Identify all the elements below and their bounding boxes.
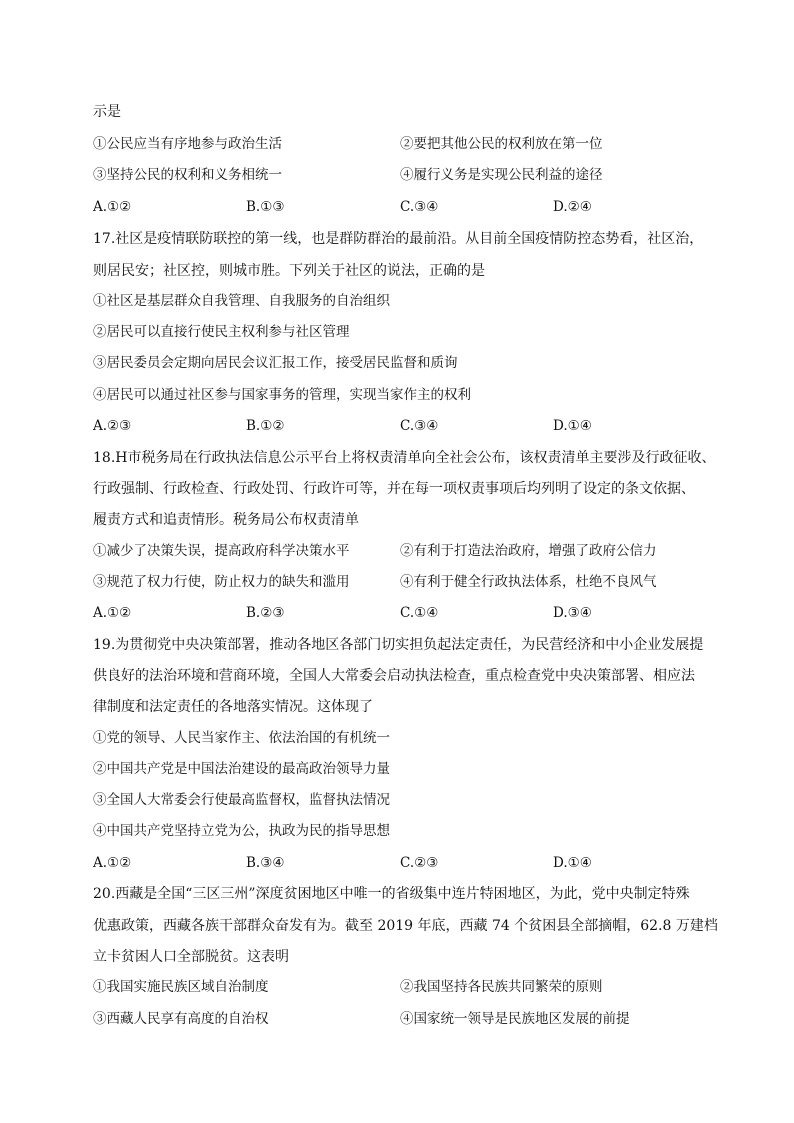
q19-stem-line-2: 供良好的法治环境和营商环境，全国人大常委会启动执法检查，重点检查党中央决策部署、相应法 — [93, 668, 695, 684]
q17-option-d: D.①④ — [553, 418, 592, 434]
q16-option-b: B.①③ — [246, 199, 285, 215]
q19-statement-3: ③全国人大常委会行使最高监督权，监督执法情况 — [93, 792, 390, 808]
q16-option-c: C.③④ — [400, 199, 439, 215]
q16-statement-row-1 — [93, 134, 282, 154]
q18-statement-4: ④有利于健全行政执法体系，杜绝不良风气 — [400, 574, 657, 590]
q18-statement-3: ③规范了权力行使，防止权力的缺失和滥用 — [93, 574, 350, 590]
q18-stem-line-3: 履责方式和追责情形。税务局公布权责清单 — [93, 512, 359, 528]
q18-stem-line-2: 行政强制、行政检查、行政处罚、行政许可等，并在每一项权责事项后均列明了设定的条文依据、 — [93, 481, 695, 497]
q17-statement-1: ①社区是基层群众自我管理、自我服务的自治组织 — [93, 293, 390, 309]
q16-statement-3: ③坚持公民的权利和义务相统一 — [93, 167, 282, 183]
q20-statement-2: ②我国坚持各民族共同繁荣的原则 — [400, 979, 603, 995]
q18-option-d: D.③④ — [553, 605, 592, 621]
q17-option-b: B.①② — [246, 418, 285, 434]
q17-stem-line-1: 17.社区是疫情联防联控的第一线，也是群防群治的最前沿。从目前全国疫情防控态势看，社区治， — [93, 231, 704, 247]
q17-statement-3: ③居民委员会定期向居民会议汇报工作，接受居民监督和质询 — [93, 355, 458, 371]
q19-option-b: B.③④ — [246, 855, 285, 871]
q18-statement-1: ①减少了决策失误，提高政府科学决策水平 — [93, 543, 350, 559]
q20-statement-1: ①我国实施民族区域自治制度 — [93, 979, 269, 995]
q19-statement-2: ②中国共产党是中国法治建设的最高政治领导力量 — [93, 761, 390, 777]
q20-stem-line-1: 20.西藏是全国“三区三州”深度贫困地区中唯一的省级集中连片特困地区，为此，党中央制定特殊 — [93, 886, 690, 902]
q16-statement-1: ①公民应当有序地参与政治生活 — [93, 136, 282, 152]
q18-statement-2: ②有利于打造法治政府，增强了政府公信力 — [400, 543, 657, 559]
q17-option-a: A.②③ — [93, 418, 132, 434]
q18-option-c: C.①④ — [400, 605, 439, 621]
q18-option-b: B.②③ — [246, 605, 285, 621]
q19-option-d: D.①④ — [553, 855, 592, 871]
q19-stem-line-1: 19.为贯彻党中央决策部署，推动各地区各部门切实担负起法定责任，为民营经济和中小企业发展提 — [93, 637, 704, 653]
q17-statement-4: ④居民可以通过社区参与国家事务的管理，实现当家作主的权利 — [93, 387, 471, 403]
q16-statement-4: ④履行义务是实现公民利益的途径 — [400, 167, 603, 183]
q16-statement-2: ②要把其他公民的权利放在第一位 — [400, 136, 603, 152]
q20-stem-line-2: 优惠政策，西藏各族干部群众奋发有为。截至 2019 年底，西藏 74 个贫困县全部摘帽，62.8 万建档 — [93, 918, 718, 934]
q18-stem-line-1: 18.H市税务局在行政执法信息公示平台上将权责清单向全社会公布，该权责清单主要涉及行政征收、 — [93, 450, 716, 466]
q16-option-a: A.①② — [93, 199, 132, 215]
q19-option-c: C.②③ — [400, 855, 439, 871]
q18-option-a: A.①② — [93, 605, 132, 621]
q17-stem-line-2: 则居民安；社区控，则城市胜。下列关于社区的说法，正确的是 — [93, 263, 485, 279]
q19-statement-1: ①党的领导、人民当家作主、依法治国的有机统一 — [93, 730, 390, 746]
q17-option-c: C.③④ — [400, 418, 439, 434]
q20-stem-line-3: 立卡贫困人口全部脱贫。这表明 — [93, 949, 289, 965]
q16-option-d: D.②④ — [553, 199, 592, 215]
q16-stem-end: 示是 — [93, 104, 121, 120]
q19-stem-line-3: 律制度和法定责任的各地落实情况。这体现了 — [93, 699, 373, 715]
q19-option-a: A.①② — [93, 855, 132, 871]
q17-statement-2: ②居民可以直接行使民主权利参与社区管理 — [93, 324, 350, 340]
q19-statement-4: ④中国共产党坚持立党为公，执政为民的指导思想 — [93, 823, 390, 839]
q20-statement-3: ③西藏人民享有高度的自治权 — [93, 1011, 269, 1027]
q20-statement-4: ④国家统一领导是民族地区发展的前提 — [400, 1011, 630, 1027]
